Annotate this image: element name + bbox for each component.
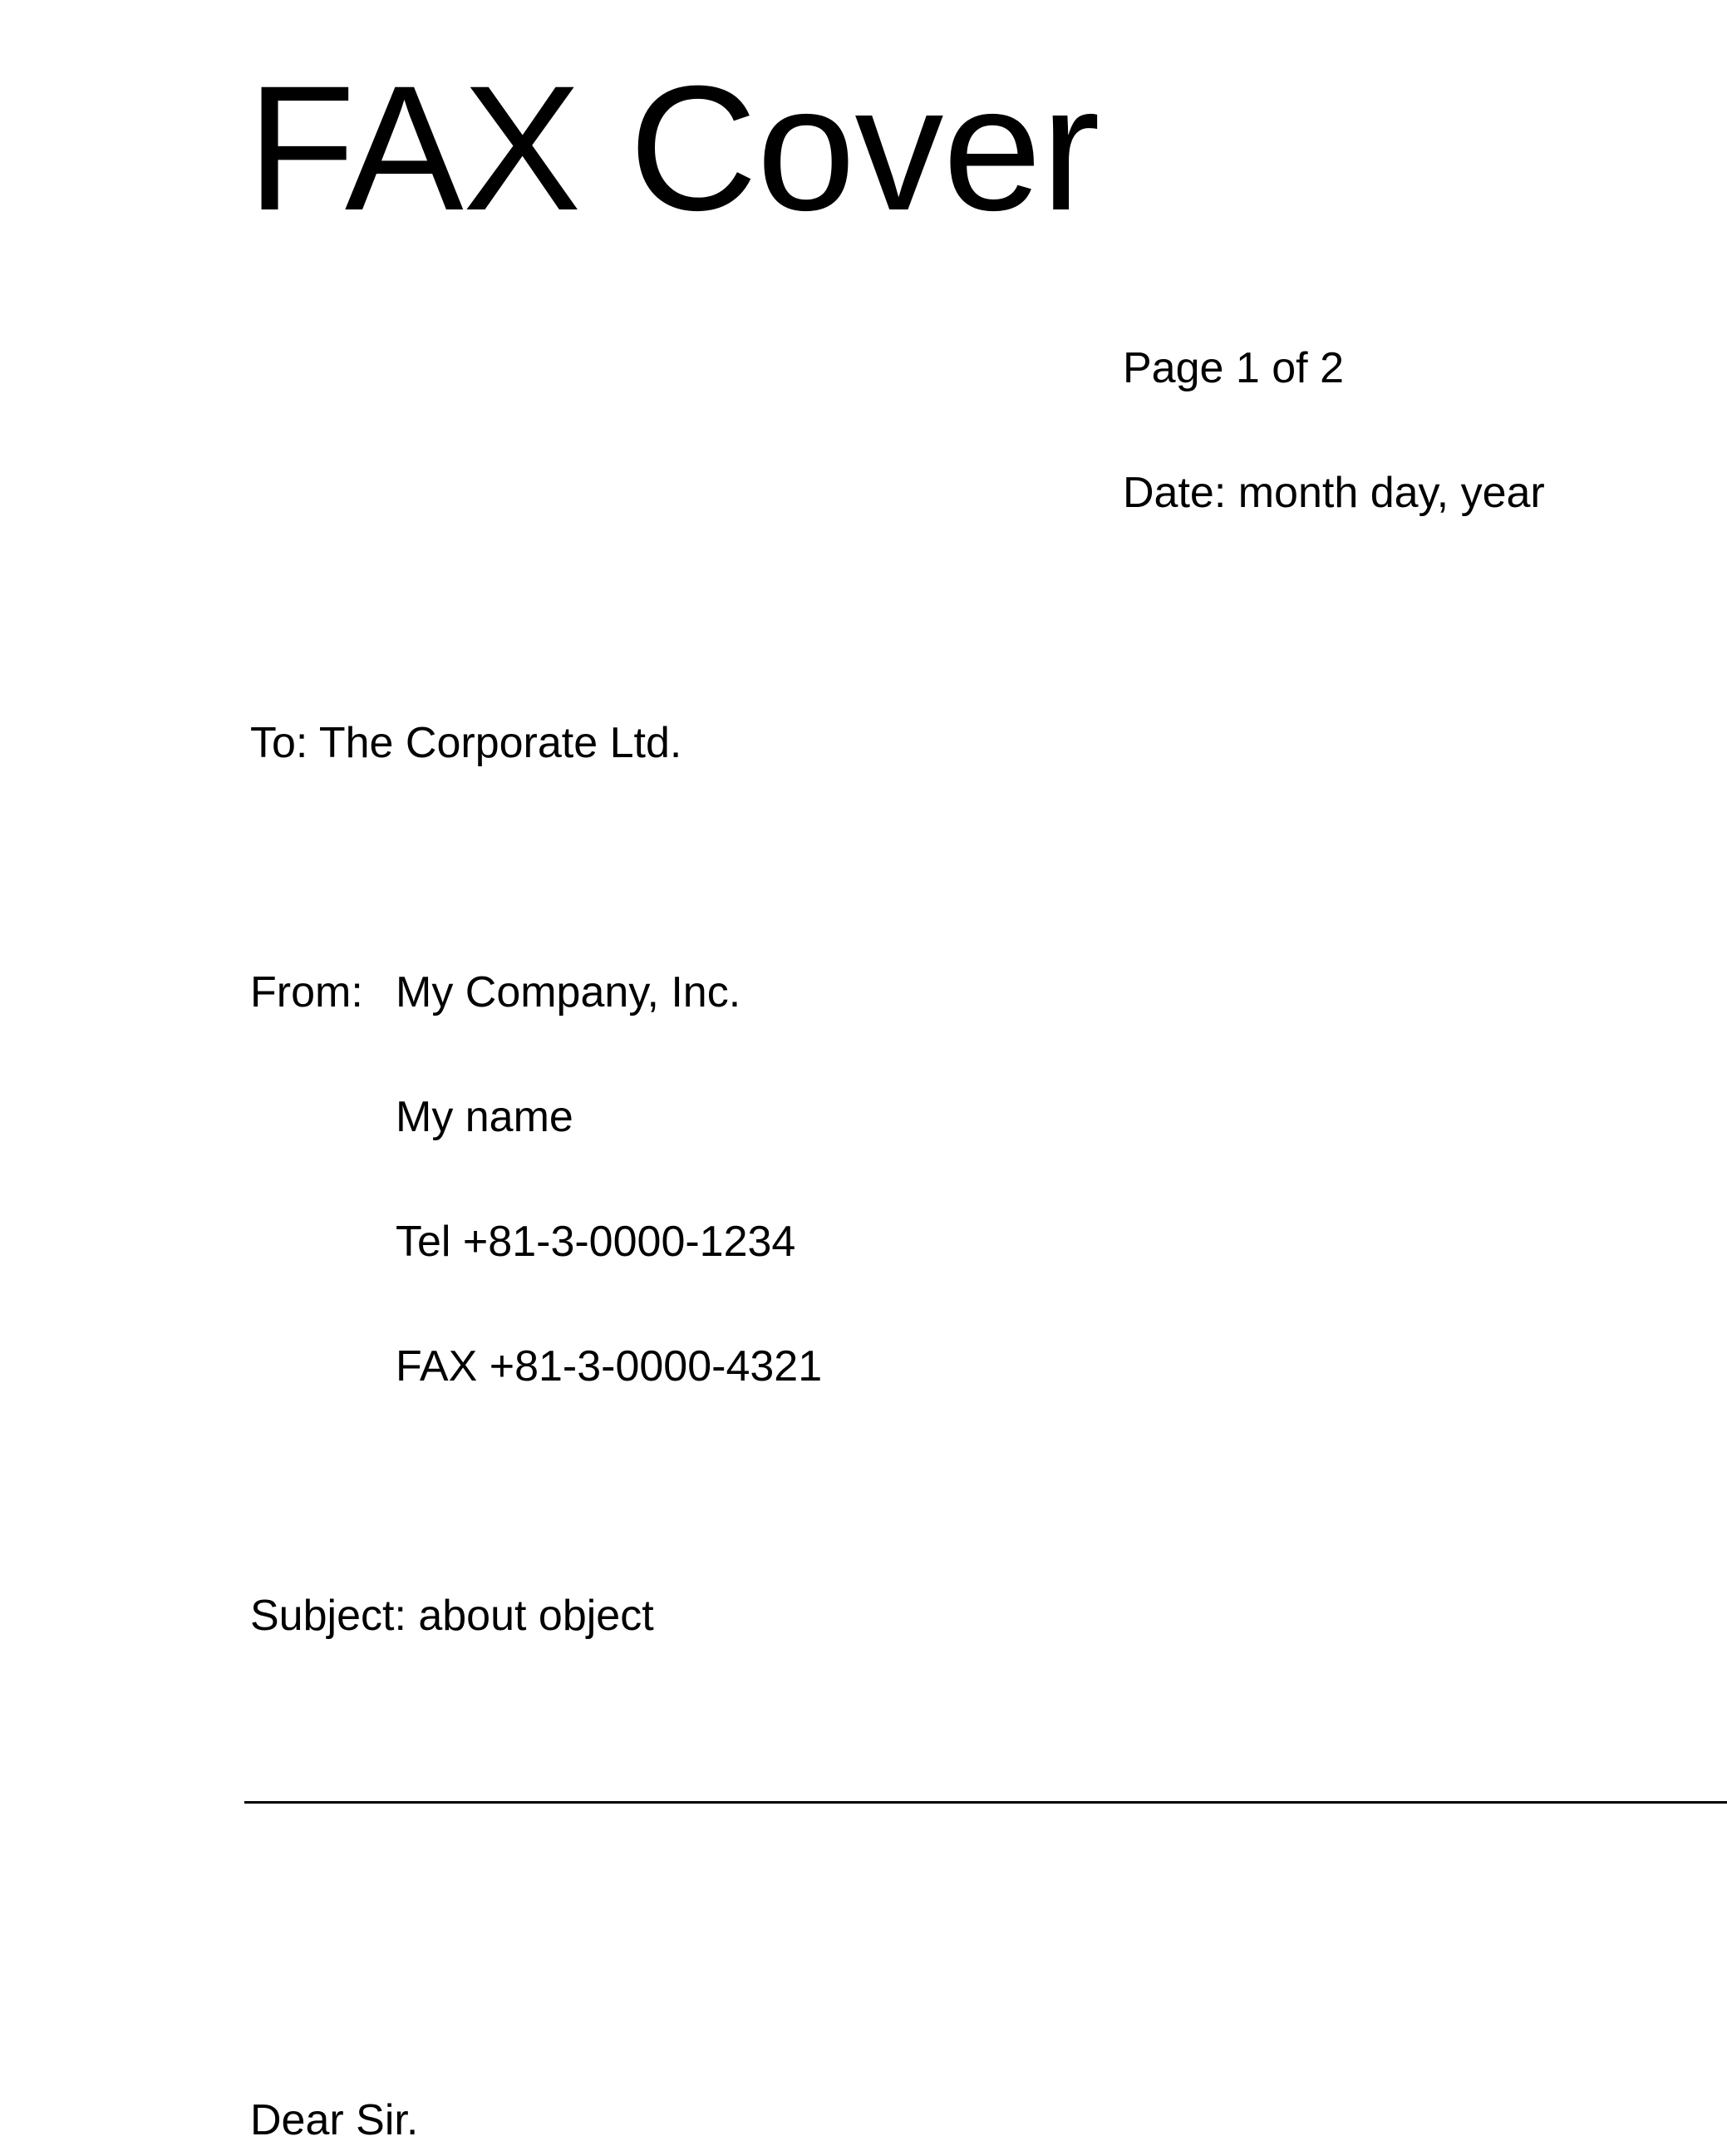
document-title: FAX Cover [247,49,1100,248]
from-label: From: [250,968,363,1016]
sender-telephone: Tel +81-3-0000-1234 [396,1218,796,1266]
sender-company: My Company, Inc. [396,968,741,1016]
recipient-line: To: The Corporate Ltd. [250,719,682,767]
page-number: Page 1 of 2 [1123,344,1344,392]
date-line: Date: month day, year [1123,469,1545,517]
salutation: Dear Sir. [250,2096,419,2144]
sender-fax-number: FAX +81-3-0000-4321 [396,1342,823,1391]
horizontal-divider [244,1801,1727,1804]
sender-name: My name [396,1093,573,1141]
subject-line: Subject: about object [250,1592,654,1640]
